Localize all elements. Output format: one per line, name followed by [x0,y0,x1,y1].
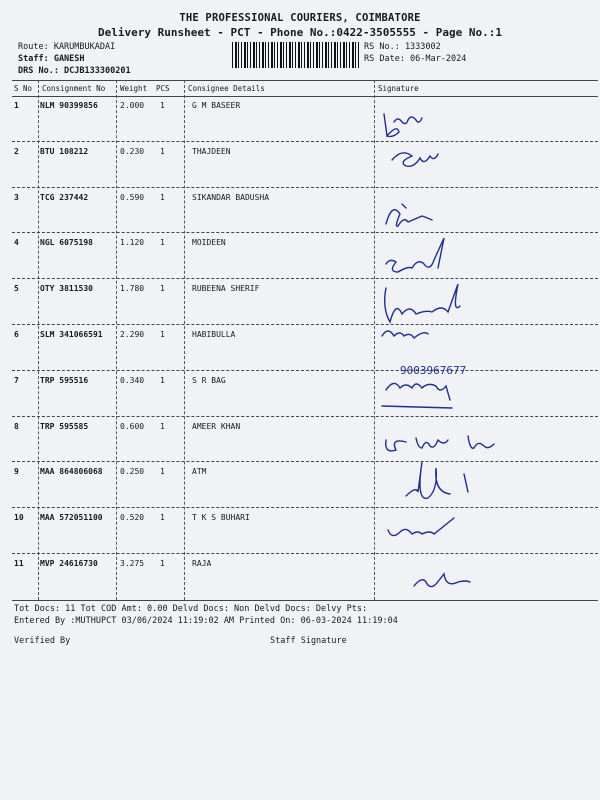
col-header-pcs: PCS [156,84,170,93]
row-sno: 8 [14,422,19,431]
col-header-signature: Signature [378,84,419,93]
row-weight: 0.590 [120,193,145,202]
row-consignment: BTU 108212 [40,147,89,156]
row-weight: 0.340 [120,376,145,385]
row-sno: 2 [14,147,19,156]
row-consignee: HABIBULLA [192,330,236,339]
rs-number: RS No.: 1333002 [364,42,441,52]
row-sno: 7 [14,376,19,385]
company-title: THE PROFESSIONAL COURIERS, COIMBATORE [179,12,421,24]
col-header-consignee: Consignee Details [188,84,265,93]
row-pcs: 1 [160,284,165,293]
row-consignment: TCG 237442 [40,193,89,202]
header-bottom-rule [12,96,598,97]
signature-2 [392,153,438,167]
signature-9 [406,462,468,498]
row-weight: 1.780 [120,284,145,293]
row-sno: 9 [14,467,19,476]
table-bottom-rule [12,600,598,601]
row-weight: 3.275 [120,559,145,568]
row-weight: 0.600 [120,422,145,431]
signature-4 [386,238,444,272]
row-consignee: AMEER KHAN [192,422,241,431]
row-consignment: TRP 595516 [40,376,89,385]
row-sno: 10 [14,513,24,522]
row-pcs: 1 [160,238,165,247]
row-consignee: T K S BUHARI [192,513,250,522]
staff-signature-label: Staff Signature [270,636,347,646]
col-header-consignment: Consignment No [42,84,106,93]
row-consignee: S R BAG [192,376,226,385]
row-consignee: ATM [192,467,207,476]
row-consignee: THAJDEEN [192,147,231,156]
row-sno: 6 [14,330,19,339]
row-consignee: G M BASEER [192,101,241,110]
row-consignee: RUBEENA SHERIF [192,284,260,293]
barcode [232,42,360,68]
signatures-drawing [376,100,598,600]
row-pcs: 1 [160,376,165,385]
signature-5 [385,284,460,322]
signature-10 [388,518,454,536]
route-label: Route: KARUMBUKADAI [18,42,116,52]
column-divider [184,80,185,600]
column-divider [374,80,375,600]
entered-by-line: Entered By :MUTHUPCT 03/06/2024 11:19:02 AM Printed On: 06-03-2024 11:19:04 [14,616,398,626]
signature-6a [382,331,428,338]
staff-label: Staff: GANESH [18,54,85,64]
col-header-weight: Weight [120,84,148,93]
row-consignment: MVP 24616730 [40,559,98,568]
runsheet-subtitle: Delivery Runsheet - PCT - Phone No.:0422-3505555 - Page No.:1 [98,26,502,39]
row-consignee: RAJA [192,559,212,568]
row-pcs: 1 [160,467,165,476]
row-pcs: 1 [160,559,165,568]
row-consignment: MAA 572051100 [40,513,103,522]
row-consignment: MAA 864806068 [40,467,103,476]
row-pcs: 1 [160,513,165,522]
row-consignee: MOIDEEN [192,238,226,247]
drs-number: DRS No.: DCJB133300201 [18,66,131,76]
row-weight: 0.250 [120,467,145,476]
row-weight: 0.520 [120,513,145,522]
row-sno: 1 [14,101,19,110]
row-sno: 4 [14,238,19,247]
row-consignment: SLM 341066591 [40,330,103,339]
signature-11 [414,574,470,587]
row-consignee: SIKANDAR BADUSHA [192,193,270,202]
col-header-sno: S No [14,84,33,93]
signature-1 [384,114,422,137]
row-pcs: 1 [160,101,165,110]
rs-date: RS Date: 06-Mar-2024 [364,54,467,64]
row-sno: 11 [14,559,24,568]
table-top-rule [12,80,598,81]
row-pcs: 1 [160,330,165,339]
totals-line: Tot Docs: 11 Tot COD Amt: 0.00 Delvd Docs: Non Delvd Docs: Delvy Pts: [14,604,368,614]
verified-by-label: Verified By [14,636,71,646]
column-divider [38,80,39,600]
row-weight: 1.120 [120,238,145,247]
row-consignment: NGL 6075198 [40,238,93,247]
signature-6-phone: 9003967677 [400,364,467,377]
row-weight: 0.230 [120,147,145,156]
row-weight: 2.290 [120,330,145,339]
row-weight: 2.000 [120,101,145,110]
row-sno: 3 [14,193,19,202]
signature-7 [382,383,452,408]
signature-3 [386,204,432,226]
row-consignment: OTY 3811530 [40,284,93,293]
row-pcs: 1 [160,193,165,202]
signature-8 [386,436,494,451]
row-pcs: 1 [160,147,165,156]
row-sno: 5 [14,284,19,293]
row-consignment: TRP 595585 [40,422,89,431]
row-pcs: 1 [160,422,165,431]
row-consignment: NLM 90399856 [40,101,98,110]
column-divider [116,80,117,600]
